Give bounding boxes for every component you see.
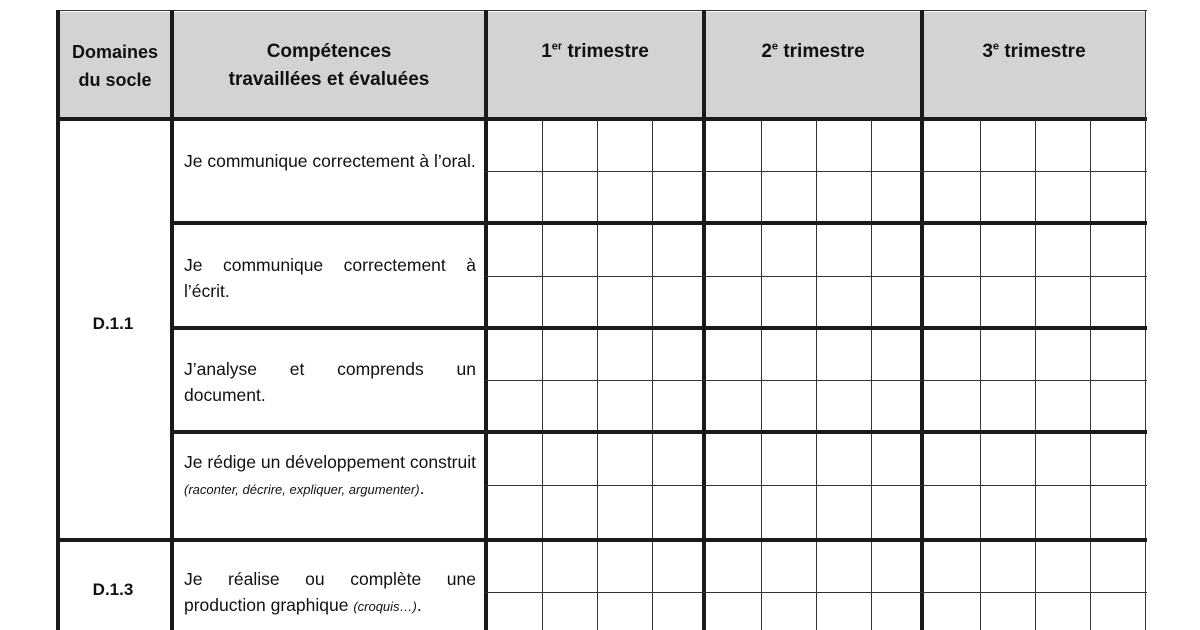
domain-label-d13: D.1.3 (92, 580, 134, 599)
header-competences-line1: Compétences (266, 41, 392, 62)
mark-column-divider (542, 120, 543, 630)
mark-column-divider (597, 120, 598, 630)
mark-column-divider (871, 120, 872, 630)
mark-half-row-separator (486, 592, 1147, 593)
mark-column-divider (652, 120, 653, 630)
competence-row-separator (172, 430, 1147, 434)
header-trimestre-3: 3e trimestre (982, 40, 1086, 62)
header-competences-line2: travaillées et évaluées (228, 69, 430, 90)
header-bottom-border (58, 117, 1147, 121)
header-domaines (58, 38, 172, 94)
competence-analyse: J’analyse et comprends un document. (184, 359, 476, 405)
table-right-border (1145, 10, 1146, 630)
header-competences (176, 38, 482, 94)
domain-row-separator (58, 538, 172, 542)
header-trimestre-1: 1er trimestre (541, 40, 649, 62)
header-trimestre-2: 2e trimestre (761, 40, 865, 62)
column-divider-thick (170, 10, 174, 630)
competence-ecrit: Je communique correctement à l’écrit. (184, 255, 476, 301)
mark-column-divider (980, 120, 981, 630)
header-domaines-line1: Domaines (71, 42, 159, 62)
mark-column-divider (761, 120, 762, 630)
mark-column-divider (816, 120, 817, 630)
column-divider-thick (920, 10, 924, 630)
column-divider-thick (484, 10, 488, 630)
competence-redige: Je rédige un développement construit (raconter, décrire, expliquer, argumenter). (184, 452, 476, 498)
competence-oral: Je communique correctement à l’oral. (184, 151, 476, 171)
column-divider-thick (56, 10, 60, 630)
column-divider-thick (702, 10, 706, 630)
mark-column-divider (1035, 120, 1036, 630)
mark-half-row-separator (486, 171, 1147, 172)
mark-half-row-separator (486, 485, 1147, 486)
domain-label-d11: D.1.1 (92, 314, 134, 333)
mark-half-row-separator (486, 380, 1147, 381)
competence-row-separator (172, 326, 1147, 330)
competence-row-separator (172, 221, 1147, 225)
mark-column-divider (1090, 120, 1091, 630)
competence-production-graphique: Je réalise ou complète une production graphique (croquis…). (184, 569, 476, 615)
competence-row-separator (172, 538, 1147, 542)
table-top-border (58, 10, 1147, 11)
header-domaines-line2: du socle (78, 70, 152, 90)
mark-half-row-separator (486, 276, 1147, 277)
